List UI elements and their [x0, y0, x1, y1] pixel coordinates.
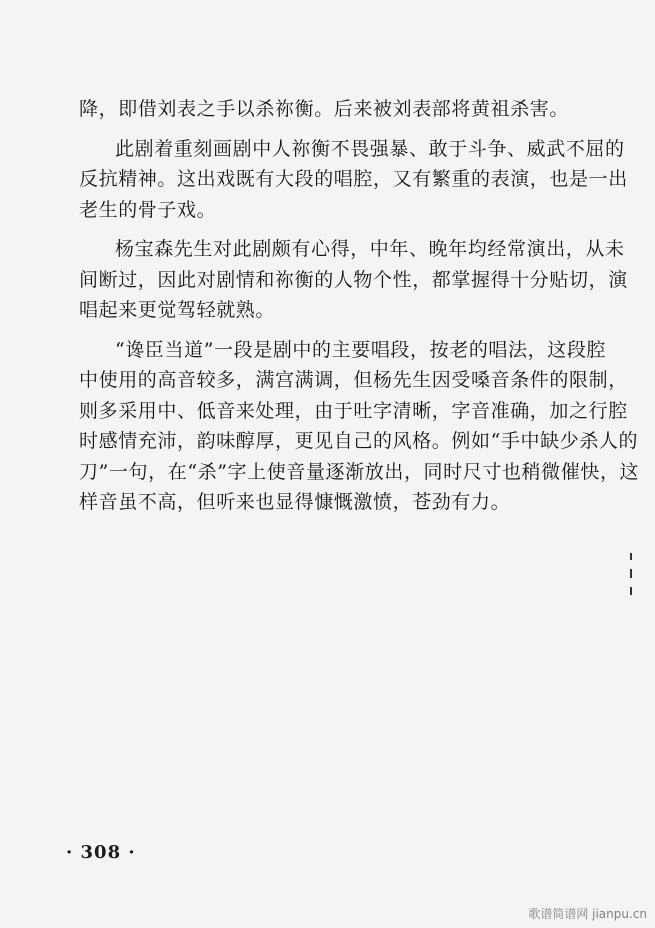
paragraph-4-line-1: “谗臣当道”一段是剧中的主要唱段，按老的唱法，这段腔 [115, 338, 607, 361]
paragraph-1-line-1: 降，即借刘表之手以杀祢衡。后来被刘表部将黄祖杀害。 [79, 98, 570, 120]
site-watermark: 歌谱简谱网 jianpu.cn [528, 907, 647, 921]
page-number: · 308 · [66, 842, 136, 863]
paragraph-4-line-5: 刀”一句，在“杀”字上使音量逐渐放出，同时尺寸也稍微催快，这 [79, 460, 640, 483]
paragraph-4-line-4: 时感情充沛，韵味醇厚，更见自己的风格。例如“手中缺少杀人的 [79, 430, 639, 452]
paragraph-4-line-3: 则多采用中、低音来处理，由于吐字清晰，字音准确，加之行腔 [79, 399, 628, 422]
paragraph-3-line-1: 杨宝森先生对此剧颇有心得，中年、晚年均经常演出，从未 [115, 238, 625, 260]
paragraph-4-line-2: 中使用的高音较多，满宫满调，但杨先生因受嗓音条件的限制， [79, 369, 628, 391]
paragraph-2-line-2: 反抗精神。这出戏既有大段的唱腔，又有繁重的表演，也是一出 [79, 168, 628, 190]
margin-tick-marks [628, 553, 634, 603]
paragraph-2-line-1: 此剧着重刻画剧中人祢衡不畏强暴、敢于斗争、威武不屈的 [115, 137, 625, 160]
paragraph-2-line-3: 老生的骨子戏。 [79, 198, 217, 221]
paragraph-4-line-6: 样音虽不高，但听来也显得慷慨激愤，苍劲有力。 [79, 491, 511, 513]
body-text [79, 94, 640, 518]
paragraph-3-line-3: 唱起来更觉驾轻就熟。 [79, 299, 276, 321]
paragraph-3-line-2: 间断过，因此对剧情和祢衡的人物个性，都掌握得十分贴切，演 [79, 268, 628, 291]
